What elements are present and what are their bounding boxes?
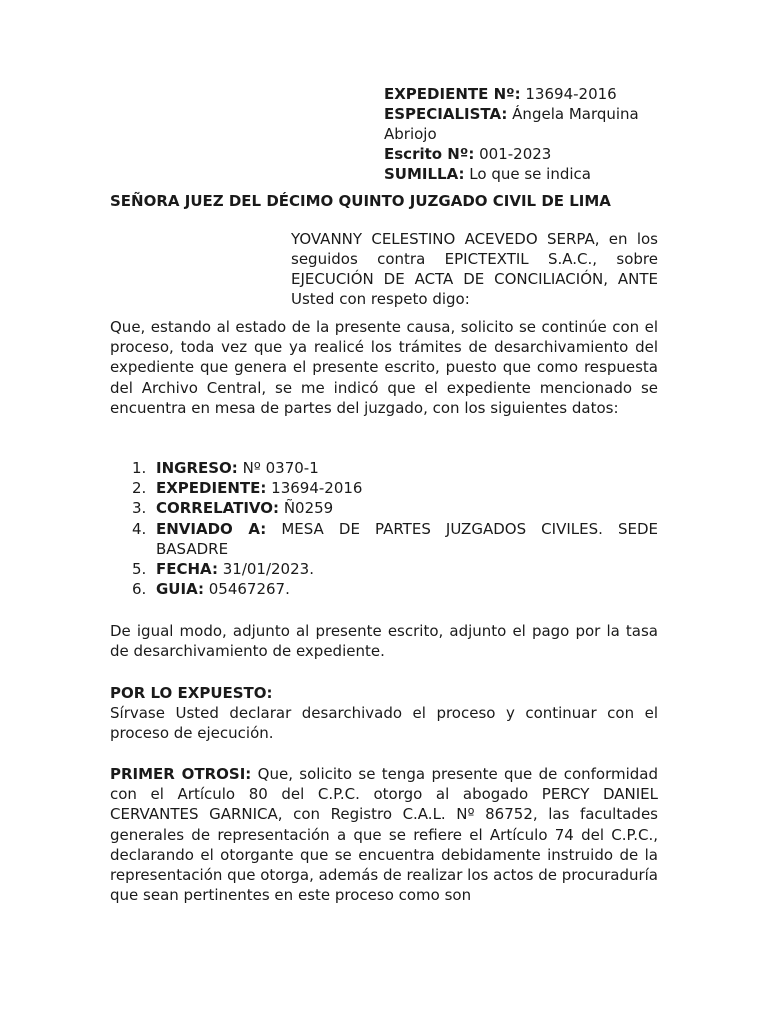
- expediente-value: 13694-2016: [525, 85, 617, 103]
- list-value: Ñ0259: [283, 499, 334, 518]
- list-value: 05467267.: [208, 580, 290, 599]
- list-item: [110, 579, 658, 599]
- list-value: Nº 0370-1: [242, 459, 319, 477]
- intro-paragraph: YOVANNY CELESTINO ACEVEDO SERPA, en los seguidos contra EPICTEXTIL S.A.C., sobre EJECUCIÓN DE ACTA DE CONCILIACIÓN, ANTE Usted con respeto digo:: [291, 230, 658, 308]
- list-item: [110, 478, 658, 498]
- especialista-value: Ángela Marquina: [512, 105, 639, 123]
- especialista-value-cont: Abriojo: [384, 125, 437, 143]
- list-label: FECHA:: [156, 560, 218, 579]
- por-lo-expuesto-label: POR LO EXPUESTO:: [110, 684, 273, 702]
- list-item: [110, 559, 658, 579]
- sumilla-line: [384, 164, 658, 184]
- expediente-line: [384, 84, 658, 104]
- list-label: GUIA:: [156, 580, 204, 599]
- escrito-value: 001-2023: [479, 145, 552, 163]
- list-number: 5.: [132, 560, 147, 579]
- body-paragraph-1: Que, estando al estado de la presente causa, solicito se continúe con el proceso, toda vez que ya realicé los trámites de desarchivamiento del expediente que genera el presente escrito, puesto que como respuesta del Archivo Central, se me indicó que el expediente mencionado se encuentra en mesa de partes del juzgado, con los siguientes datos:: [110, 318, 658, 417]
- case-data-list: [110, 458, 658, 599]
- escrito-line: [384, 144, 658, 164]
- list-number: 4.: [132, 519, 147, 538]
- list-item: [110, 458, 658, 478]
- list-number: 1.: [132, 459, 147, 477]
- list-item: [110, 498, 658, 518]
- list-value: MESA DE PARTES JUZGADOS CIVILES. SEDE BASADRE: [156, 519, 658, 558]
- escrito-label: Escrito Nº:: [384, 145, 475, 163]
- body-paragraph-3: Sírvase Usted declarar desarchivado el proceso y continuar con el proceso de ejecución.: [110, 704, 658, 743]
- list-number: 3.: [132, 499, 147, 518]
- especialista-line: [384, 104, 658, 124]
- expediente-label: EXPEDIENTE Nº:: [384, 85, 521, 103]
- sumilla-label: SUMILLA:: [384, 165, 465, 183]
- por-lo-expuesto-heading: [110, 683, 658, 703]
- list-item: [110, 519, 658, 559]
- addressee-heading: SEÑORA JUEZ DEL DÉCIMO QUINTO JUZGADO CIVIL DE LIMA: [110, 192, 611, 210]
- list-label: EXPEDIENTE:: [156, 479, 267, 498]
- list-number: 2.: [132, 479, 147, 498]
- sumilla-value: Lo que se indica: [469, 165, 591, 183]
- list-value: 13694-2016: [271, 479, 363, 498]
- primer-otrosi-label: PRIMER OTROSI:: [110, 765, 252, 783]
- list-number: 6.: [132, 580, 147, 599]
- list-label: CORRELATIVO:: [156, 499, 280, 518]
- primer-otrosi-text: Que, solicito se tenga presente que de conformidad con el Artículo 80 del C.P.C. otorgo al abogado PERCY DANIEL CERVANTES GARNICA, con Registro C.A.L. Nº 86752, las facultades generales de representación a que se refiere el Artículo 74 del C.P.C., declarando el otorgante que se encuentra debidamente instruido de la representación que otorga, además de realizar los actos de procuraduría que sean pertinentes en este proceso como son: [110, 765, 659, 905]
- list-label: ENVIADO A:: [156, 519, 267, 538]
- case-header: [384, 84, 658, 184]
- body-paragraph-2: De igual modo, adjunto al presente escrito, adjunto el pago por la tasa de desarchivamiento de expediente.: [110, 622, 658, 661]
- primer-otrosi-paragraph: [110, 764, 658, 905]
- list-value: 31/01/2023.: [222, 560, 314, 579]
- list-label: INGRESO:: [156, 459, 238, 477]
- especialista-label: ESPECIALISTA:: [384, 105, 508, 123]
